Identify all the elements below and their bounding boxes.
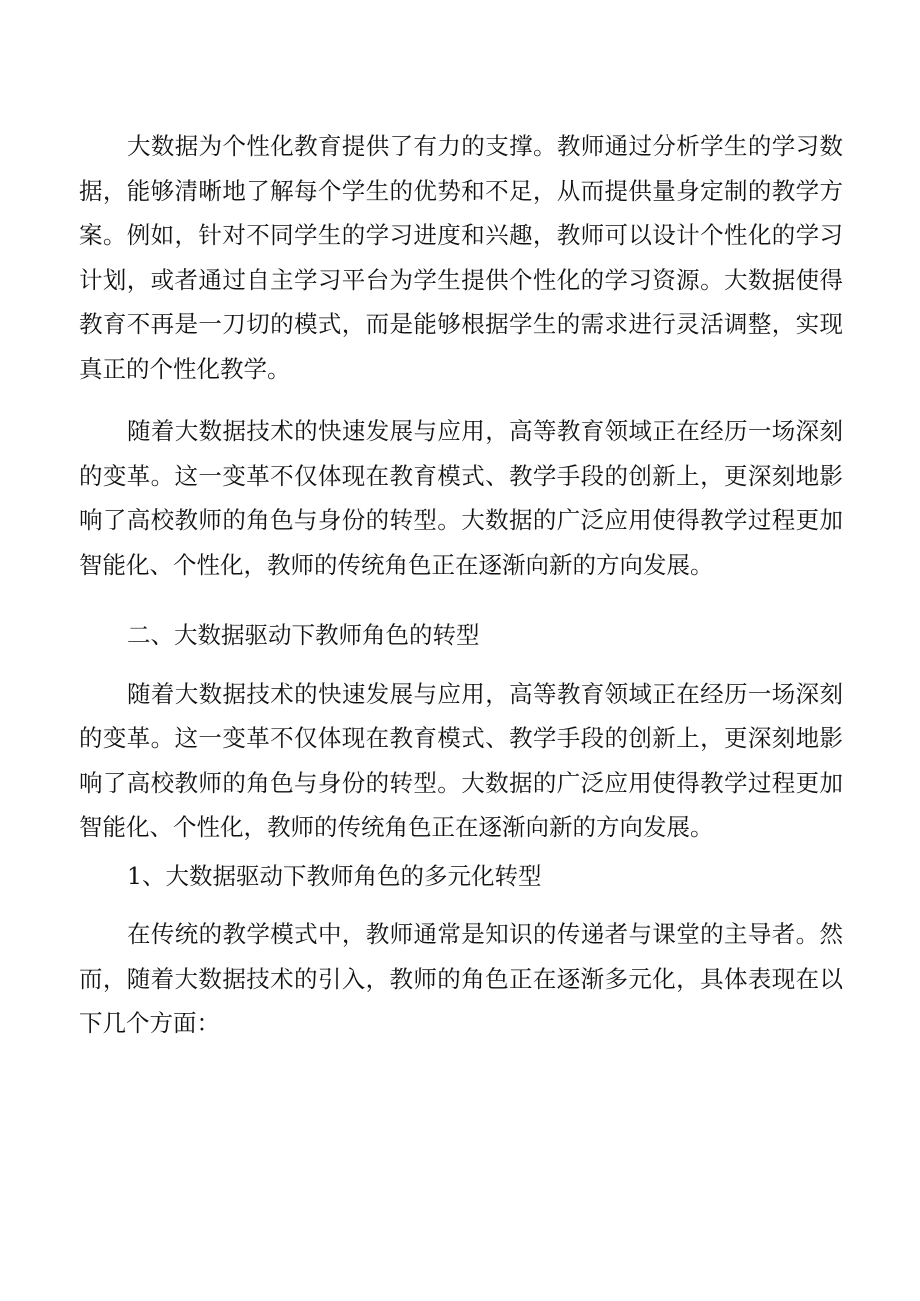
section-heading-teacher-role-transformation: 二、大数据驱动下教师角色的转型 — [127, 621, 480, 649]
paragraph-big-data-transformation: 随着大数据技术的快速发展与应用，高等教育领域正在经历一场深刻的变革。这一变革不仅体现在教育模式、教学手段的创新上，更深刻地影响了高校教师的角色与身份的转型。大数据的广泛应用使得教学过程更加智能化、个性化，教师的传统角色正在逐渐向新的方向发展。 — [79, 417, 843, 579]
subsection-heading-diversified-roles: 1、大数据驱动下教师角色的多元化转型 — [127, 861, 542, 890]
paragraph-big-data-transformation-repeat: 随着大数据技术的快速发展与应用，高等教育领域正在经历一场深刻的变革。这一变革不仅体现在教育模式、教学手段的创新上，更深刻地影响了高校教师的角色与身份的转型。大数据的广泛应用使得教学过程更加智能化、个性化，教师的传统角色正在逐渐向新的方向发展。 — [79, 679, 843, 841]
paragraph-traditional-teaching-mode: 在传统的教学模式中，教师通常是知识的传递者与课堂的主导者。然而，随着大数据技术的引入，教师的角色正在逐渐多元化，具体表现在以下几个方面： — [79, 920, 843, 1037]
paragraph-personalized-education: 大数据为个性化教育提供了有力的支撑。教师通过分析学生的学习数据，能够清晰地了解每个学生的优势和不足，从而提供量身定制的教学方案。例如，针对不同学生的学习进度和兴趣，教师可以设计个性化的学习计划，或者通过自主学习平台为学生提供个性化的学习资源。大数据使得教育不再是一刀切的模式，而是能够根据学生的需求进行灵活调整，实现真正的个性化教学。 — [79, 132, 843, 383]
document-page — [79, 124, 843, 1046]
